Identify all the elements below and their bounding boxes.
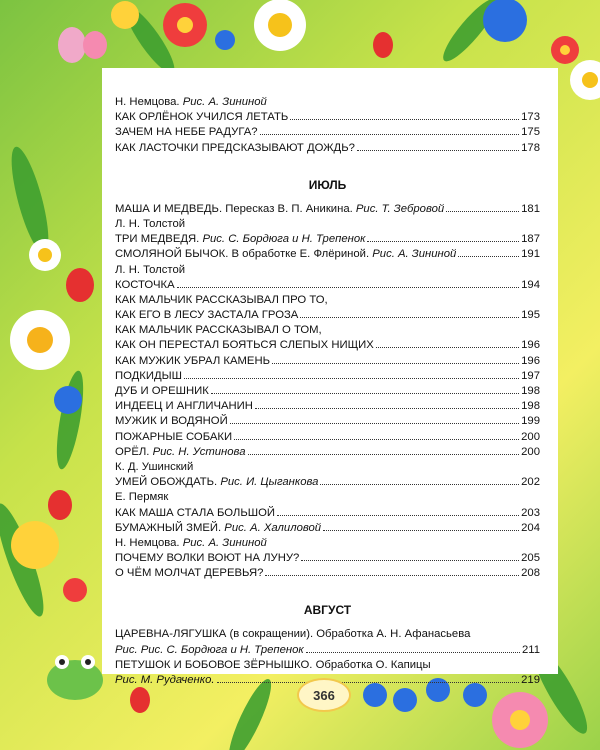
page-ref: 198 <box>521 400 540 413</box>
spacer <box>115 156 540 168</box>
entry-title: КОСТОЧКА <box>115 278 175 291</box>
author-line <box>115 460 540 475</box>
toc-entry <box>115 384 540 399</box>
toc-entry <box>115 399 540 414</box>
page-ref: 175 <box>521 126 540 139</box>
entry-title: ПОДКИДЫШ <box>115 369 183 382</box>
entry-note: (в сокращении). Обработка А. Н. Афанасьева <box>229 628 471 641</box>
author-name: Н. Немцова. <box>115 96 180 108</box>
toc-entry <box>115 202 540 217</box>
author-line <box>115 490 540 505</box>
toc-entry <box>115 232 540 247</box>
author-name: Л. Н. Толстой <box>115 217 186 230</box>
toc-entry <box>115 369 540 384</box>
author-line <box>115 536 540 551</box>
page-ref: 202 <box>521 476 540 489</box>
toc-entry <box>115 430 540 445</box>
toc-entry <box>115 247 540 262</box>
entry-text <box>115 247 456 262</box>
entry-title: МУЖИК И ВОДЯНОЙ <box>115 415 228 428</box>
illustrator: Рис. Т. Зебровой <box>355 202 445 215</box>
page-ref: 196 <box>521 339 540 352</box>
author-line <box>115 263 540 278</box>
entry-title: ЦАРЕВНА-ЛЯГУШКА <box>115 628 227 641</box>
entry-text <box>115 338 374 353</box>
illustrator: Рис. А. Зининой <box>372 248 457 261</box>
entry-title: КАК МАЛЬЧИК РАССКАЗЫВАЛ О ТОМ, <box>115 324 322 337</box>
frog-icon <box>47 655 103 700</box>
illustrator: Рис. Рис. С. Бордюга и Н. Трепенок <box>115 643 304 656</box>
dot-leader <box>306 652 520 653</box>
entry-title: СМОЛЯНОЙ БЫЧОК. <box>115 248 229 261</box>
toc-entry <box>115 278 540 293</box>
page-ref: 187 <box>521 233 540 246</box>
entry-title: МАША И МЕДВЕДЬ. <box>115 202 223 215</box>
toc-entry <box>115 475 540 490</box>
entry-text <box>115 323 322 338</box>
entry-text <box>115 475 318 490</box>
entry-note: В обработке Е. Флёриной. <box>231 248 370 261</box>
dot-leader <box>376 347 519 348</box>
author-line <box>115 217 540 232</box>
toc-entry <box>115 414 540 429</box>
entry-text <box>115 445 246 460</box>
dot-leader <box>301 560 519 561</box>
page-ref: 178 <box>521 141 540 154</box>
entry-title: КАК МУЖИК УБРАЛ КАМЕНЬ <box>115 354 271 367</box>
dot-leader <box>177 287 520 288</box>
entry-title: КАК МАША СТАЛА БОЛЬШОЙ <box>115 506 276 519</box>
entry-text <box>115 202 444 217</box>
page-ref: 191 <box>521 248 540 261</box>
entry-title: ОРЁЛ. <box>115 445 150 458</box>
entry-text <box>115 232 365 247</box>
page-ref: 205 <box>521 552 540 565</box>
entry-note: Обработка О. Капицы <box>315 658 431 671</box>
page-ref: 173 <box>521 111 540 124</box>
entry-title: ИНДЕЕЦ И АНГЛИЧАНИН <box>115 400 253 413</box>
entry-title: КАК ОН ПЕРЕСТАЛ БОЯТЬСЯ СЛЕПЫХ НИЩИХ <box>115 339 374 352</box>
illustrator: Рис. И. Цыганкова <box>220 476 319 489</box>
entry-text <box>115 278 175 293</box>
dot-leader <box>323 530 519 531</box>
page-ref: 200 <box>521 430 540 443</box>
entry-text <box>115 673 215 688</box>
page-ref: 203 <box>521 506 540 519</box>
entry-title: ПОЖАРНЫЕ СОБАКИ <box>115 430 233 443</box>
entry-title: ТРИ МЕДВЕДЯ. <box>115 233 200 246</box>
author-name: К. Д. Ушинский <box>115 460 194 473</box>
entry-text <box>115 125 258 140</box>
toc-entry <box>115 308 540 323</box>
author-name: Л. Н. Толстой <box>115 263 186 276</box>
entry-text <box>115 354 270 369</box>
page-ref: 199 <box>521 415 540 428</box>
dot-leader <box>320 484 519 485</box>
illustrator: Рис. А. Зининой <box>182 96 267 108</box>
dot-leader <box>300 317 519 318</box>
dot-leader <box>272 363 519 364</box>
toc-entry-continued <box>115 293 540 308</box>
illustrator: Рис. М. Рудаченко. <box>115 674 215 686</box>
entry-title: КАК ЛАСТОЧКИ ПРЕДСКАЗЫВАЮТ ДОЖДЬ? <box>115 141 355 154</box>
illustrator: Рис. С. Бордюга и Н. Трепенок <box>202 233 366 246</box>
dot-leader <box>230 423 519 424</box>
dot-leader <box>290 119 519 120</box>
entry-text <box>115 521 321 536</box>
toc-entry <box>115 566 540 581</box>
page-ref: 195 <box>521 309 540 322</box>
entry-text <box>115 293 328 308</box>
entry-text <box>115 308 298 323</box>
entry-text <box>115 430 232 445</box>
toc-entry <box>115 338 540 353</box>
toc-entry <box>115 643 540 658</box>
page-ref: 204 <box>521 521 540 534</box>
dot-leader <box>277 515 519 516</box>
toc-entry <box>115 521 540 536</box>
spacer <box>115 581 540 593</box>
section-heading: АВГУСТ <box>303 603 352 618</box>
entry-title: О ЧЁМ МОЛЧАТ ДЕРЕВЬЯ? <box>115 567 264 580</box>
author-line <box>115 95 540 110</box>
page-number: 366 <box>297 678 351 712</box>
toc-entry <box>115 141 540 156</box>
dot-leader <box>367 241 519 242</box>
author-name: Е. Пермяк <box>115 491 169 504</box>
entry-text <box>115 658 431 673</box>
page-ref: 196 <box>521 354 540 367</box>
page-ref: 197 <box>521 369 540 382</box>
toc-entry <box>115 506 540 521</box>
dot-leader <box>446 211 519 212</box>
dot-leader <box>260 134 520 135</box>
entry-note: Пересказ В. П. Аникина. <box>225 202 353 215</box>
toc-entry <box>115 551 540 566</box>
toc-entry-continued <box>115 627 540 642</box>
section-heading: ИЮЛЬ <box>308 177 347 192</box>
dot-leader <box>234 439 519 440</box>
entry-text <box>115 551 299 566</box>
entry-title: УМЕЙ ОБОЖДАТЬ. <box>115 476 218 489</box>
page-ref: 181 <box>521 202 540 215</box>
page-ref: 219 <box>521 674 540 686</box>
dot-leader <box>255 408 519 409</box>
toc-entry <box>115 125 540 140</box>
dot-leader <box>211 393 519 394</box>
entry-text <box>115 506 275 521</box>
entry-text <box>115 141 355 156</box>
toc-entry-continued <box>115 323 540 338</box>
entry-title: КАК ОРЛЁНОК УЧИЛСЯ ЛЕТАТЬ <box>115 111 289 124</box>
entry-text <box>115 384 209 399</box>
entry-text <box>115 414 228 429</box>
entry-title: БУМАЖНЫЙ ЗМЕЙ. <box>115 521 222 534</box>
dot-leader <box>458 256 519 257</box>
toc-entry <box>115 110 540 125</box>
entry-title: КАК ЕГО В ЛЕСУ ЗАСТАЛА ГРОЗА <box>115 309 299 322</box>
illustrator: Рис. А. Зининой <box>182 536 267 549</box>
entry-text <box>115 627 470 642</box>
dot-leader <box>184 378 519 379</box>
dot-leader <box>217 682 520 683</box>
butterfly-icon <box>58 27 107 63</box>
author-name: Н. Немцова. <box>115 536 180 549</box>
entry-text <box>115 643 304 658</box>
entry-text <box>115 399 253 414</box>
entry-text <box>115 110 288 125</box>
entry-title: ДУБ И ОРЕШНИК <box>115 385 209 397</box>
entry-text <box>115 369 182 384</box>
page-ref: 211 <box>521 643 540 656</box>
entry-title: ПЕТУШОК И БОБОВОЕ ЗЁРНЫШКО. <box>115 658 313 671</box>
entry-title: ПОЧЕМУ ВОЛКИ ВОЮТ НА ЛУНУ? <box>115 552 300 565</box>
page-ref: 208 <box>521 567 540 580</box>
toc-entry-continued <box>115 658 540 673</box>
page-ref: 200 <box>521 445 540 458</box>
illustrator: Рис. Н. Устинова <box>152 445 246 458</box>
dot-leader <box>357 150 519 151</box>
toc-entry <box>115 445 540 460</box>
entry-title: КАК МАЛЬЧИК РАССКАЗЫВАЛ ПРО ТО, <box>115 293 328 306</box>
table-of-contents <box>115 95 540 688</box>
illustrator: Рис. А. Халиловой <box>224 521 322 534</box>
dot-leader <box>248 454 520 455</box>
toc-entry <box>115 354 540 369</box>
entry-text <box>115 566 263 581</box>
dot-leader <box>265 575 519 576</box>
page-ref: 198 <box>521 385 540 397</box>
entry-title: ЗАЧЕМ НА НЕБЕ РАДУГА? <box>115 126 258 139</box>
page-ref: 194 <box>521 278 540 291</box>
